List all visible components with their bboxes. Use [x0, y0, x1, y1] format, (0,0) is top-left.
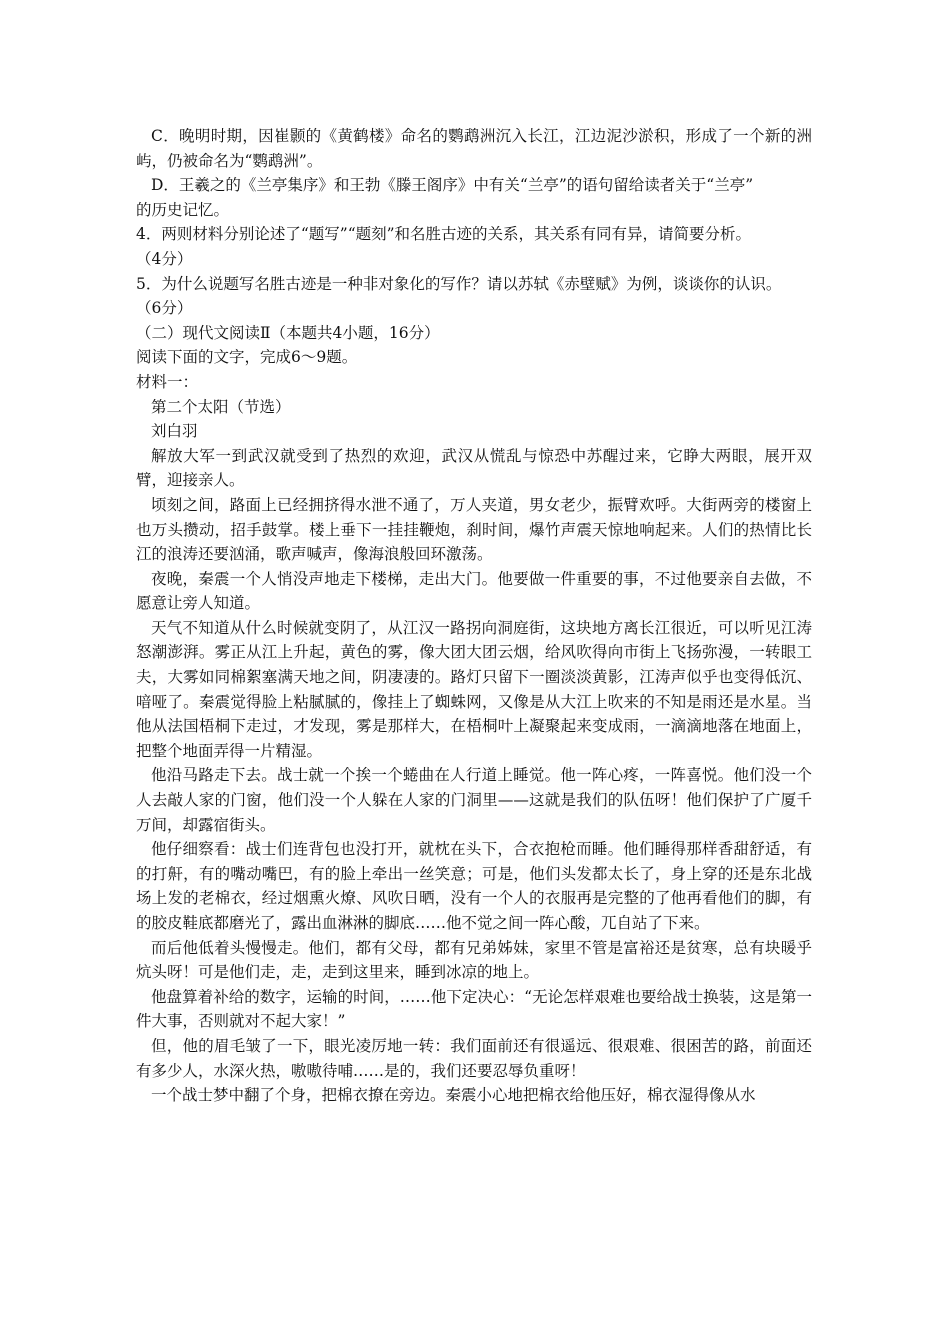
option-d-line1: D．王羲之的《兰亭集序》和王勃《滕王阁序》中有关“兰亭”的语句留给读者关于“兰亭” — [151, 176, 754, 195]
article-paragraph: 而后他低着头慢慢走。他们，都有父母，都有兄弟姊妹，家里不管是富裕还是贫寒，总有块暖乎炕头呀！可是他们走，走，走到这里来，睡到冰凉的地上。 — [136, 938, 812, 982]
article-paragraph: 顷刻之间，路面上已经拥挤得水泄不通了，万人夹道，男女老少，振臂欢呼。大街两旁的楼窗上也万头攒动，招手鼓掌。楼上垂下一挂挂鞭炮，刹时间，爆竹声震天惊地响起来。人们的热情比长江的浪涛还要汹涌，歌声喊声，像海浪般回环激荡。 — [136, 495, 812, 564]
section-heading: （二）现代文阅读Ⅱ（本题共4小题，16分） — [136, 323, 440, 342]
article-paragraph: 他仔细察看：战士们连背包也没打开，就枕在头下，合衣抱枪而睡。他们睡得那样香甜舒适，有的打鼾，有的嘴动嘴巴，有的脸上牵出一丝笑意；可是，他们头发都太长了，身上穿的还是东北战场上发的老棉衣，经过烟熏火燎、风吹日晒，没有一个人的衣服再是完整的了他再看他们的脚，有的胶皮鞋底都磨光了，露出血淋淋的脚底……他不觉之间一阵心酸，兀自站了下来。 — [136, 840, 812, 932]
question-5-score: （6分） — [136, 299, 193, 318]
question-5: 5．为什么说题写名胜古迹是一种非对象化的写作？请以苏轼《赤壁赋》为例，谈谈你的认识。 — [136, 274, 782, 293]
option-d-line2: 的历史记忆。 — [136, 200, 230, 219]
article-paragraph: 天气不知道从什么时候就变阴了，从江汉一路拐向洞庭街，这块地方离长江很近，可以听见江涛怒潮澎湃。雾正从江上升起，黄色的雾，像大团大团云烟，给风吹得向市街上飞扬弥漫，一转眼工夫，大雾如同棉絮塞满天地之间，阴凄凄的。路灯只留下一圈淡淡黄影，江涛声似乎也变得低沉、喑哑了。秦震觉得脸上粘腻腻的，像挂上了蜘蛛网，又像是从大江上吹来的不知是雨还是水星。当他从法国梧桐下走过，才发现，雾是那样大，在梧桐叶上凝聚起来变成雨，一滴滴地落在地面上，把整个地面弄得一片精湿。 — [136, 618, 812, 760]
article-paragraph: 解放大军一到武汉就受到了热烈的欢迎，武汉从慌乱与惊恐中苏醒过来，它睁大两眼，展开双臂，迎接亲人。 — [136, 446, 812, 490]
question-4-score: （4分） — [136, 249, 193, 268]
material-label: 材料一： — [136, 372, 199, 391]
article-paragraph: 一个战士梦中翻了个身，把棉衣撩在旁边。秦震小心地把棉衣给他压好，棉衣湿得像从水 — [151, 1086, 756, 1105]
reading-instruction: 阅读下面的文字，完成6～9题。 — [136, 348, 358, 367]
article-paragraph: 他沿马路走下去。战士就一个挨一个蜷曲在人行道上睡觉。他一阵心疼，一阵喜悦。他们没一个人去敲人家的门窗，他们没一个人躲在人家的门洞里——这就是我们的队伍呀！他们保护了广厦千万间，却露宿街头。 — [136, 766, 812, 834]
question-4: 4．两则材料分别论述了“题写”“题刻”和名胜古迹的关系，其关系有同有异，请简要分析。 — [136, 225, 752, 244]
document-body — [136, 124, 812, 1108]
article-author: 刘白羽 — [151, 422, 198, 441]
article-paragraph: 他盘算着补给的数字，运输的时间，……他下定决心：“无论怎样艰难也要给战士换装，这是第一件大事，否则就对不起大家！” — [136, 987, 812, 1031]
article-paragraph: 夜晚，秦震一个人悄没声地走下楼梯，走出大门。他要做一件重要的事，不过他要亲自去做，不愿意让旁人知道。 — [136, 569, 812, 613]
option-c: C．晚明时期，因崔颢的《黄鹤楼》命名的鹦鹉洲沉入长江，江边泥沙淤积，形成了一个新的洲屿，仍被命名为“鹦鹉洲”。 — [136, 127, 812, 170]
article-paragraph: 但，他的眉毛皱了一下，眼光凌厉地一转：我们面前还有很遥远、很艰难、很困苦的路，前面还有多少人，水深火热，嗷嗷待哺……是的，我们还要忍辱负重呀！ — [136, 1036, 812, 1080]
article-title: 第二个太阳（节选） — [151, 397, 291, 416]
